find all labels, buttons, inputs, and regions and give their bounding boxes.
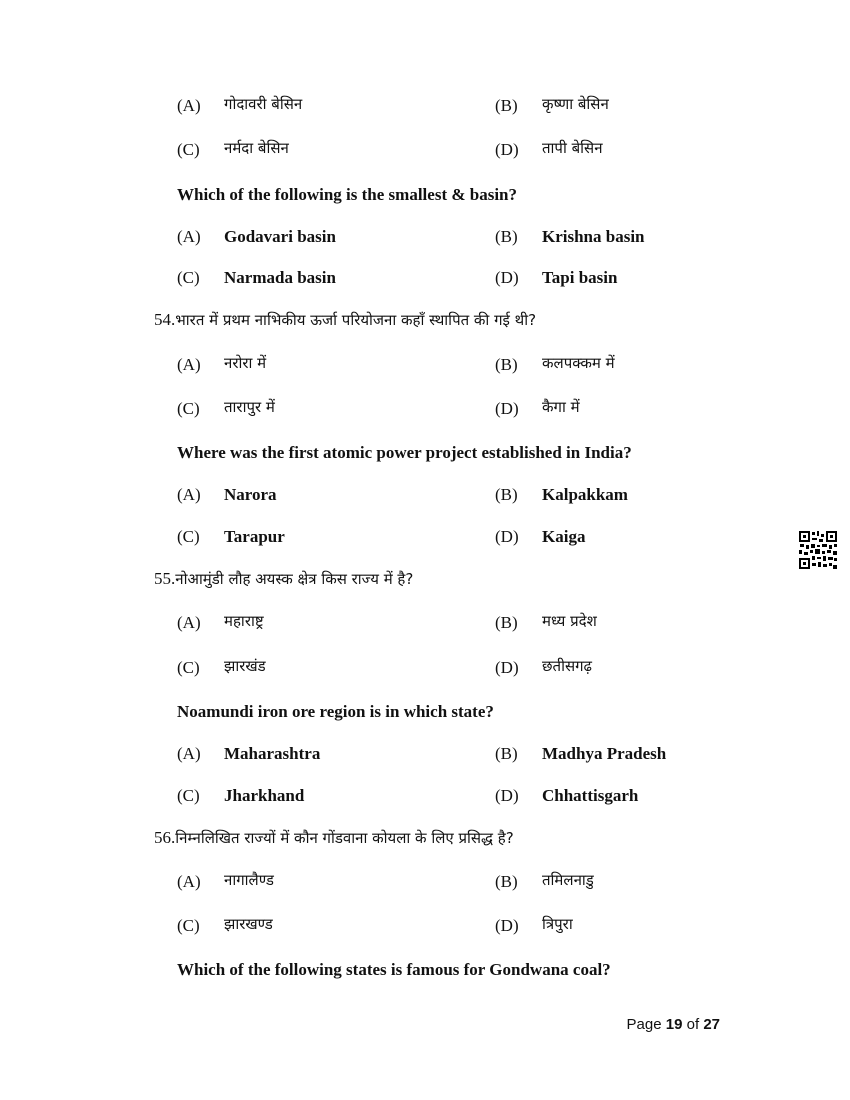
option-a-label: (A)	[177, 613, 201, 632]
option-d-label: (D)	[495, 786, 519, 805]
q54-en-option-c: Tarapur	[224, 527, 285, 546]
option-b-label: (B)	[495, 744, 518, 763]
q55-hi-option-c: झारखंड	[224, 657, 266, 675]
option-a-label: (A)	[177, 872, 201, 891]
q56-number: 56.	[154, 828, 176, 847]
q53-en-option-c: Narmada basin	[224, 268, 336, 287]
q55-hi-option-a: महाराष्ट्र	[224, 612, 264, 630]
option-b-label: (B)	[495, 613, 518, 632]
option-a-label: (A)	[177, 355, 201, 374]
option-a-label: (A)	[177, 744, 201, 763]
of-word: of	[686, 1016, 700, 1033]
q55-hi-option-b: मध्य प्रदेश	[542, 612, 597, 630]
q55-hi-question: नोआमुंडी लौह अयस्क क्षेत्र किस राज्य में है?	[175, 570, 414, 588]
option-a-label: (A)	[177, 227, 201, 246]
q56-hi-option-a: नागालैण्ड	[224, 871, 274, 889]
option-c-label: (C)	[177, 527, 200, 546]
q53-hi-option-b: कृष्णा बेसिन	[542, 95, 609, 113]
option-c-label: (C)	[177, 140, 200, 159]
q56-hi-option-d: त्रिपुरा	[542, 915, 573, 933]
q56-hi-question: निम्नलिखित राज्यों में कौन गोंडवाना कोयला के लिए प्रसिद्ध है?	[175, 829, 514, 847]
page-word: Page	[626, 1016, 662, 1033]
q55-hi-option-d: छतीसगढ़	[542, 657, 592, 675]
q53-hi-option-d: तापी बेसिन	[542, 139, 603, 157]
q55-en-question: Noamundi iron ore region is in which state?	[177, 702, 494, 721]
option-a-label: (A)	[177, 96, 201, 115]
option-b-label: (B)	[495, 485, 518, 504]
option-c-label: (C)	[177, 658, 200, 677]
qr-code-icon	[798, 530, 838, 570]
q54-en-question: Where was the first atomic power project established in India?	[177, 443, 632, 462]
q55-en-option-a: Maharashtra	[224, 744, 321, 763]
q53-hi-option-c: नर्मदा बेसिन	[224, 139, 289, 157]
q55-en-option-c: Jharkhand	[224, 786, 305, 805]
q54-en-option-a: Narora	[224, 485, 277, 504]
q56-hi-question-line	[154, 829, 514, 847]
q55-hi-question-line	[154, 570, 413, 588]
option-d-label: (D)	[495, 658, 519, 677]
q54-hi-option-d: कैगा में	[542, 398, 580, 416]
q53-en-question: Which of the following is the smallest & basin?	[177, 185, 518, 204]
q54-hi-question: भारत में प्रथम नाभिकीय ऊर्जा परियोजना कहाँ स्थापित की गई थी?	[175, 311, 537, 329]
page-indicator	[627, 1016, 720, 1033]
q53-en-option-b: Krishna basin	[542, 227, 645, 246]
q54-en-option-d: Kaiga	[542, 527, 586, 546]
option-d-label: (D)	[495, 140, 519, 159]
q56-hi-option-c: झारखण्ड	[224, 915, 273, 933]
option-c-label: (C)	[177, 268, 200, 287]
q53-en-option-d: Tapi basin	[542, 268, 618, 287]
q56-hi-option-b: तमिलनाडु	[542, 871, 594, 889]
option-d-label: (D)	[495, 268, 519, 287]
q56-en-question: Which of the following states is famous for Gondwana coal?	[177, 960, 611, 979]
q55-en-option-d: Chhattisgarh	[542, 786, 639, 805]
q53-en-option-a: Godavari basin	[224, 227, 336, 246]
page-total: 27	[703, 1016, 720, 1033]
q54-hi-option-c: तारापुर में	[224, 398, 275, 416]
q54-hi-option-b: कलपक्कम में	[542, 354, 615, 372]
option-a-label: (A)	[177, 485, 201, 504]
option-d-label: (D)	[495, 399, 519, 418]
q54-hi-option-a: नरोरा में	[224, 354, 267, 372]
q54-number: 54.	[154, 310, 176, 329]
q55-number: 55.	[154, 569, 176, 588]
q54-hi-question-line	[154, 311, 536, 329]
q54-en-option-b: Kalpakkam	[542, 485, 628, 504]
q53-hi-option-a: गोदावरी बेसिन	[224, 95, 303, 113]
option-b-label: (B)	[495, 872, 518, 891]
option-b-label: (B)	[495, 227, 518, 246]
q55-en-option-b: Madhya Pradesh	[542, 744, 667, 763]
option-b-label: (B)	[495, 355, 518, 374]
option-d-label: (D)	[495, 527, 519, 546]
option-d-label: (D)	[495, 916, 519, 935]
option-c-label: (C)	[177, 786, 200, 805]
option-b-label: (B)	[495, 96, 518, 115]
option-c-label: (C)	[177, 399, 200, 418]
page-current: 19	[665, 1016, 683, 1033]
option-c-label: (C)	[177, 916, 200, 935]
